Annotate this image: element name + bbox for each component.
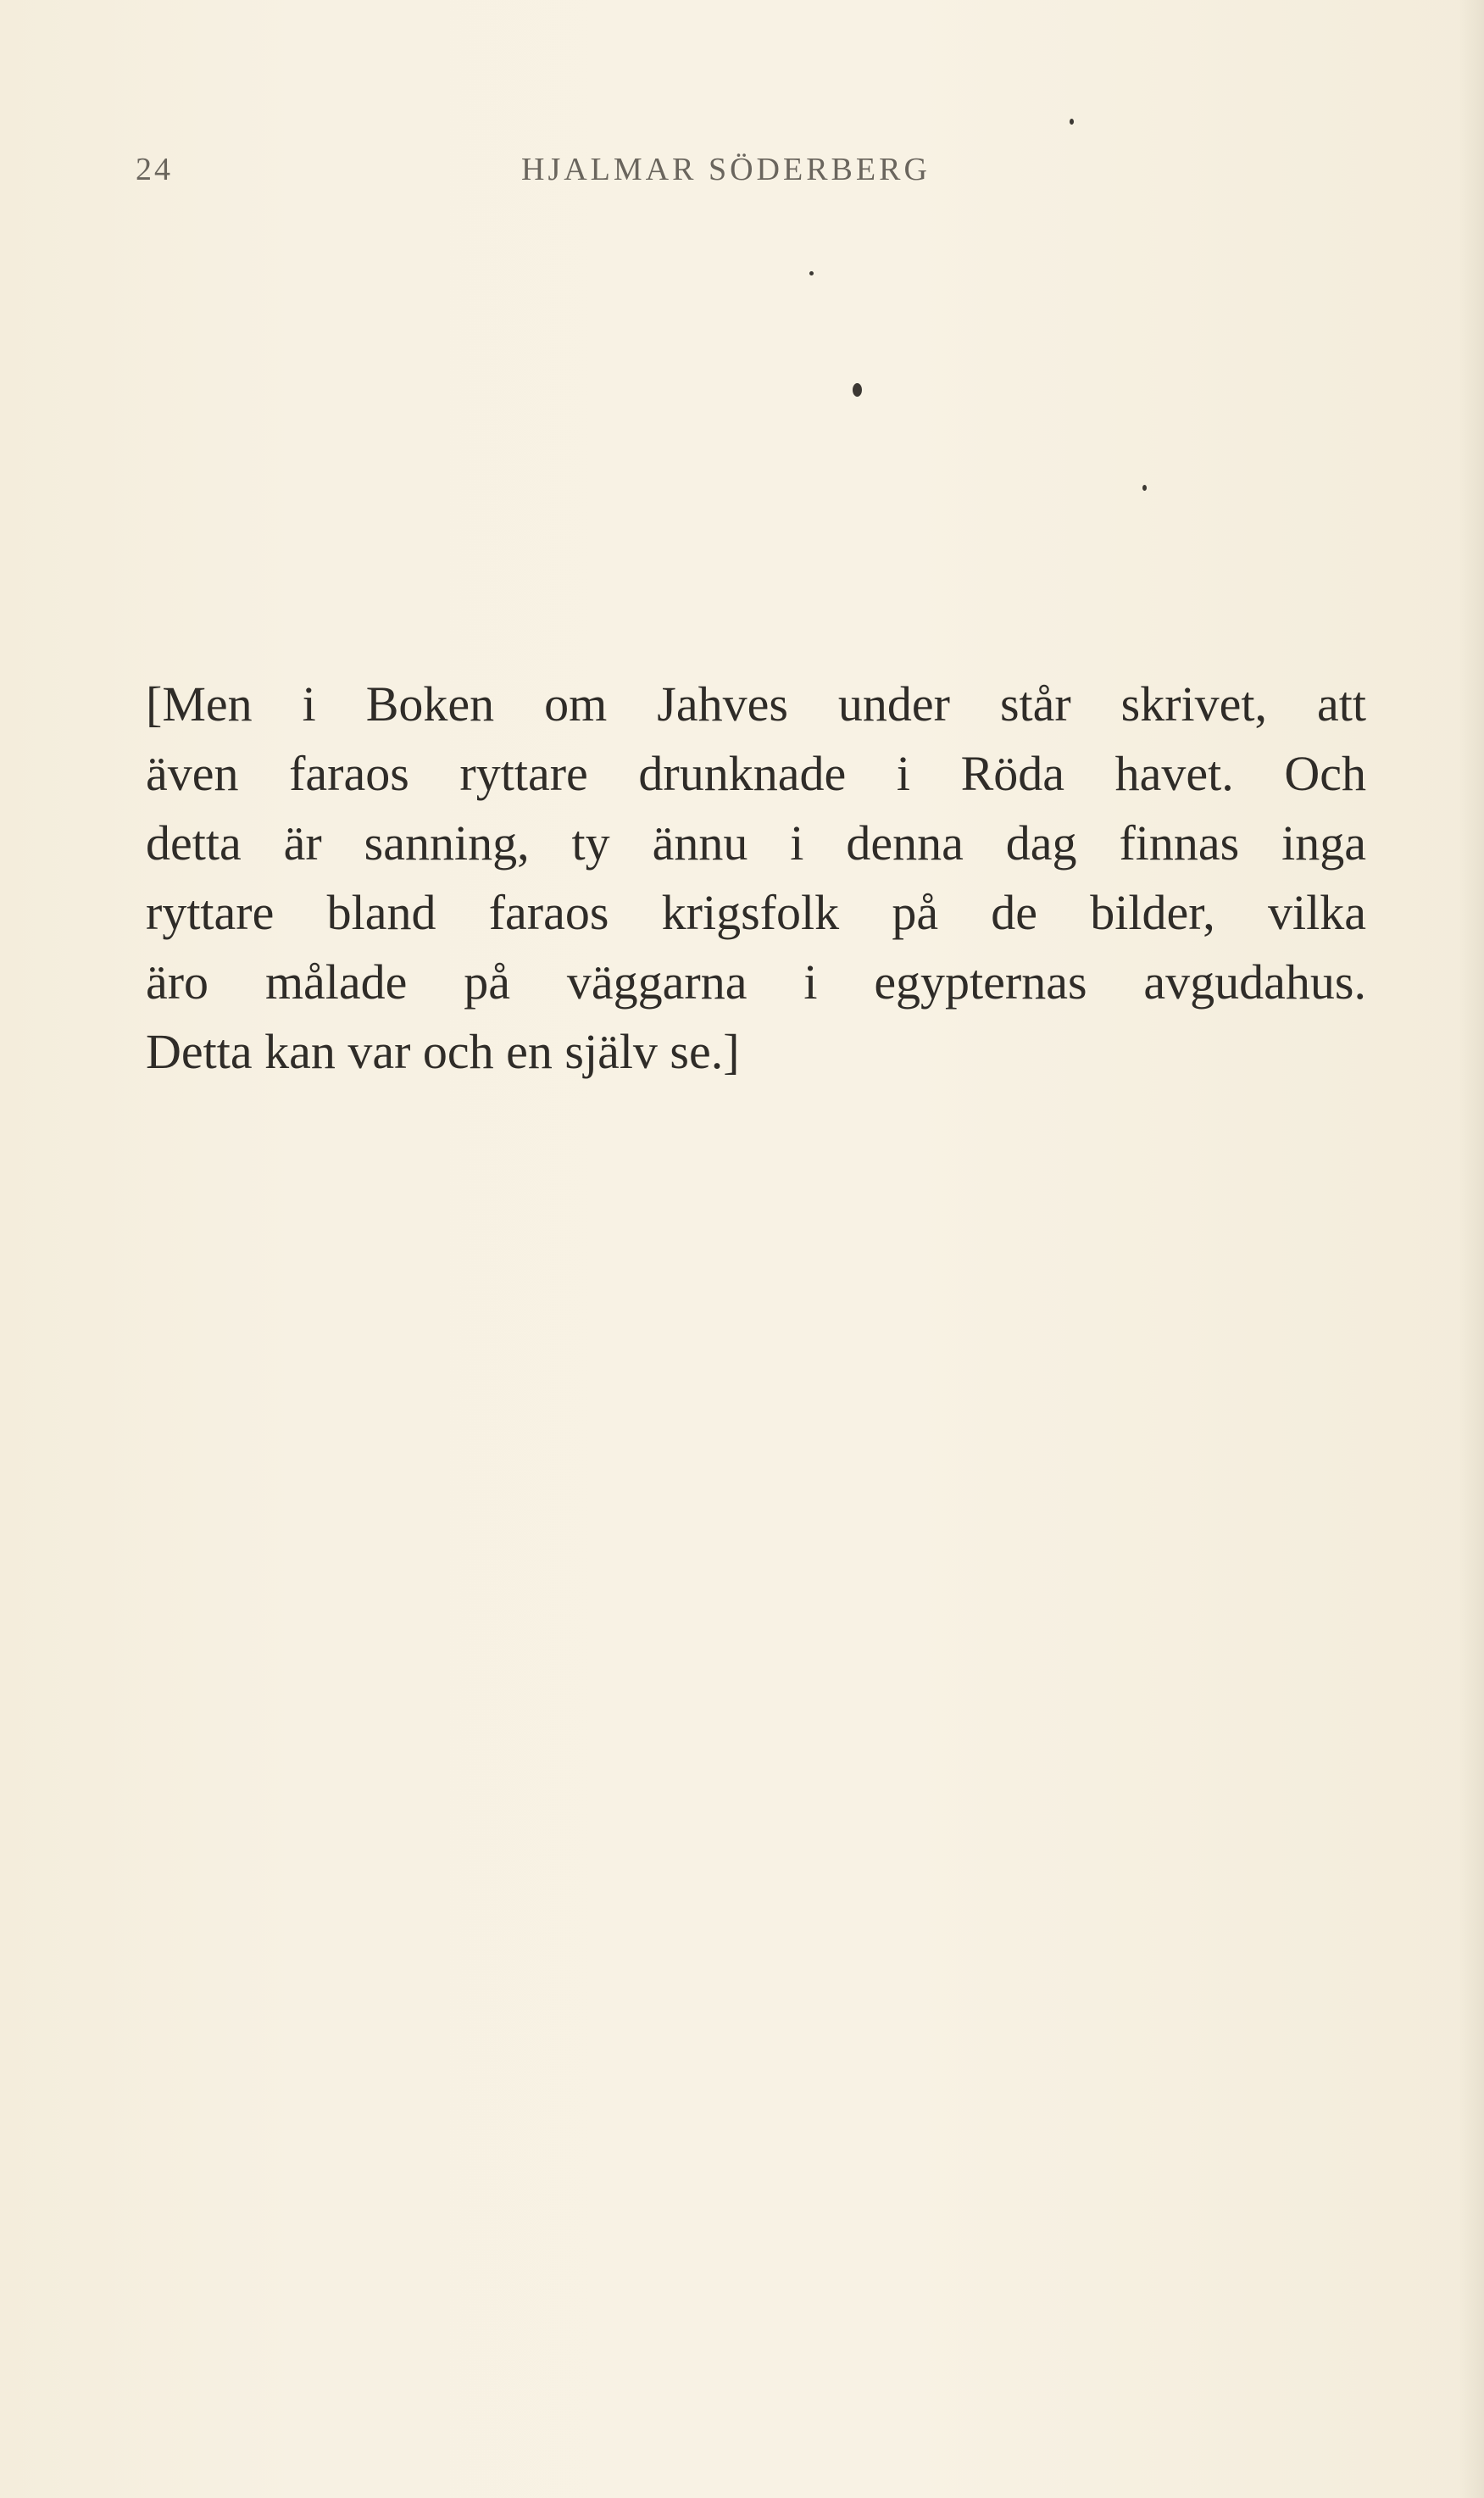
text-line: Detta kan var och en själv se.] [146, 1024, 740, 1079]
print-speck [809, 271, 814, 275]
text-line: äro målade på väggarna i egypternas avgudahus. [146, 954, 1366, 1010]
page-header [136, 151, 983, 202]
print-speck [1142, 485, 1147, 491]
page-edge-shadow [1459, 0, 1484, 2498]
page-number: 24 [136, 152, 173, 187]
text-line: detta är sanning, ty ännu i denna dag finnas inga [146, 815, 1366, 871]
print-speck [1070, 119, 1074, 125]
running-head: HJALMAR SÖDERBERG [521, 152, 931, 187]
text-line: ryttare bland faraos krigsfolk på de bilder, vilka [146, 885, 1366, 940]
body-paragraph [146, 670, 1366, 1087]
text-line: även faraos ryttare drunknade i Röda havet. Och [146, 746, 1366, 801]
text-line: [Men i Boken om Jahves under står skrivet, att [146, 676, 1366, 732]
print-speck [853, 383, 862, 397]
